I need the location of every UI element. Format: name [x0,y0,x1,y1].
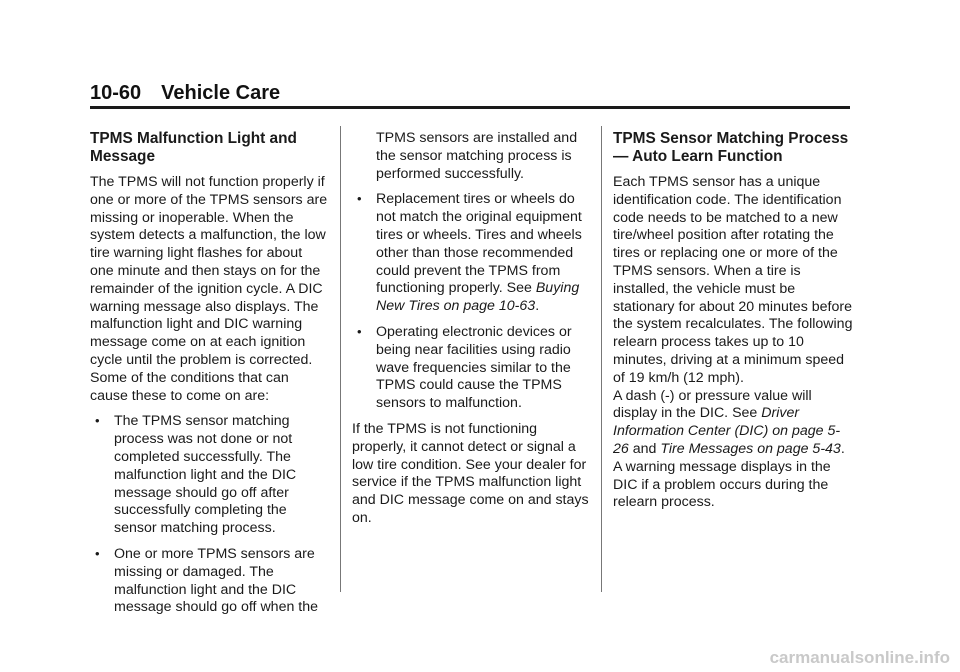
column-3 [613,130,853,520]
cross-reference-link[interactable]: Tire Messages on page 5-43 [660,440,841,457]
paragraph [613,388,853,513]
paragraph: If the TPMS is not functioning properly, it cannot detect or signal a low tire condition. See your dealer for service if the TPMS malfunction light and DIC message come on and stays on. [352,420,589,526]
list-item [352,191,592,316]
column-1 [90,130,328,625]
column-divider-2 [601,126,602,592]
list-item: • The TPMS sensor matching process was not done or not completed successfully. The malfunction light and the DIC message should go off after successfully completing the sensor matching process. [90,413,328,538]
page-number: 10-60 [90,82,142,104]
list-item-text: . [535,298,540,315]
section-heading-malfunction: TPMS Malfunction Light and Message [90,130,297,165]
cross-reference-link[interactable]: Driver Information Center (DIC) on page 5-26 [613,405,841,457]
cross-reference-link[interactable]: Buying New Tires on page 10-63 [376,280,580,315]
bullet-list [352,130,592,413]
bullet-list [90,413,328,617]
section-heading-auto-learn: TPMS Sensor Matching Process — Auto Learn Function [613,130,849,165]
list-item: • Operating electronic devices or being near facilities using radio wave frequencies similar to the TPMS could cause the TPMS sensors to malfunction. [352,324,592,413]
paragraph: The TPMS will not function properly if one or more of the TPMS sensors are missing or inoperable. When the system detects a malfunction, the low tire warning light flashes for about one minute and then stays on for the remainder of the ignition cycle. A DIC warning message also displays. The malfunction light and DIC warning message come on at each ignition cycle until the problem is corrected. Some of the conditions that can cause these to come on are: [90,174,328,404]
column-2 [352,130,592,536]
page-header [90,82,280,105]
paragraph-text: . A warning message displays in the DIC if a problem occurs during the relearn process. [613,440,845,511]
header-rule [90,106,850,109]
paragraph: Each TPMS sensor has a unique identification code. The identification code needs to be matched to a new tire/wheel position after rotating the tires or replacing one or more of the TPMS sensors. When a tire is installed, the vehicle must be stationary for about 20 minutes before the system recalculates. The following relearn process takes up to 10 minutes, driving at a minimum speed of 19 km/h (12 mph). [613,174,853,386]
list-item-text: Replacement tires or wheels do not match the original equipment tires or wheels. Tires and wheels other than those recommended could prevent the TPMS from functioning properly. See [376,191,582,297]
column-divider-1 [340,126,341,592]
paragraph-text: and [628,440,661,457]
list-item: • One or more TPMS sensors are missing or damaged. The malfunction light and the DIC message should go off when the [90,546,328,617]
list-item-continued: TPMS sensors are installed and the sensor matching process is performed successfully. [376,130,578,182]
section-title: Vehicle Care [161,82,281,104]
paragraph-text: A dash (-) or pressure value will display in the DIC. See [613,387,812,422]
watermark: carmanualsonline.info [769,648,950,667]
